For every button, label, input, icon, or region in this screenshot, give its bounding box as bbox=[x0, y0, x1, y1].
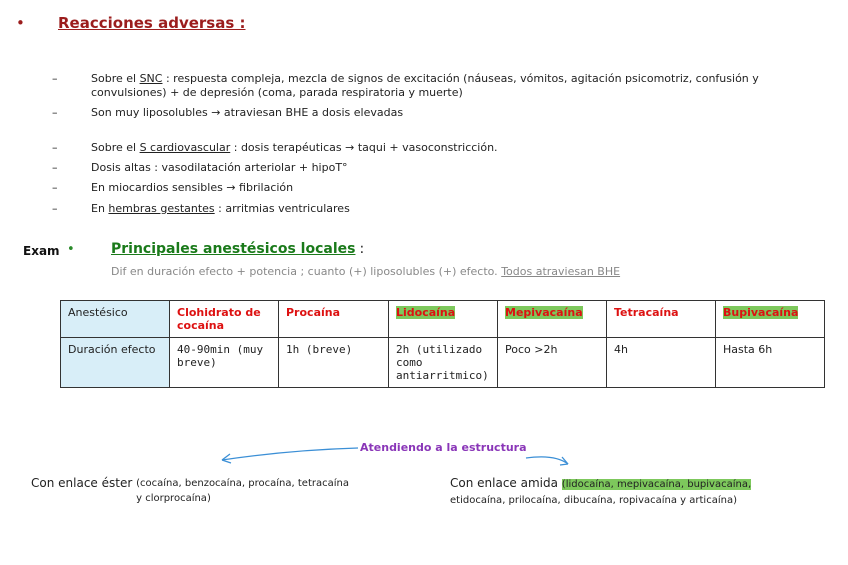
table-cell: Mepivacaína bbox=[498, 301, 607, 338]
arrow-left-icon bbox=[222, 448, 358, 460]
anesthetics-table bbox=[60, 300, 825, 388]
table-row bbox=[61, 301, 825, 338]
table-cell: 1h (breve) bbox=[279, 338, 389, 388]
table-cell: 2h (utilizado como antiarritmico) bbox=[389, 338, 498, 388]
table-cell: Tetracaína bbox=[607, 301, 716, 338]
table-row bbox=[61, 338, 825, 388]
table-cell: Hasta 6h bbox=[716, 338, 825, 388]
table-cell: Duración efecto bbox=[61, 338, 170, 388]
section-subtitle: Dif en duración efecto + potencia ; cuanto (+) liposolubles (+) efecto. Todos atraviesan BHE bbox=[111, 265, 621, 278]
exam-label: Exam bbox=[23, 244, 60, 258]
table-cell: Lidocaína bbox=[389, 301, 498, 338]
amida-title: Con enlace amida bbox=[450, 476, 558, 490]
table-cell: 40-90min (muy breve) bbox=[170, 338, 279, 388]
section-title-adverse-reactions: Reacciones adversas : bbox=[58, 14, 246, 32]
table-cell: 4h bbox=[607, 338, 716, 388]
arrow-right-icon bbox=[526, 457, 568, 464]
table-cell: Bupivacaína bbox=[716, 301, 825, 338]
section-title-local-anesthetics: Principales anestésicos locales : bbox=[111, 241, 365, 257]
amida-highlight: (lidocaína, mepivacaína, bupivacaína, bbox=[561, 479, 752, 490]
table-cell: Procaína bbox=[279, 301, 389, 338]
table-cell: Clohidrato de cocaína bbox=[170, 301, 279, 338]
title-bullet: • bbox=[16, 14, 25, 32]
ester-block bbox=[31, 476, 356, 506]
ester-detail: (cocaína, benzocaína, procaína, tetracaína y clorprocaína) bbox=[136, 478, 349, 504]
structure-label: Atendiendo a la estructura bbox=[360, 441, 527, 454]
section2-bullet: • bbox=[67, 242, 75, 257]
table-cell: Poco >2h bbox=[498, 338, 607, 388]
amida-rest: etidocaína, prilocaína, dibucaína, ropivacaína y articaína) bbox=[450, 495, 737, 506]
amida-block bbox=[450, 476, 780, 508]
table-cell: Anestésico bbox=[61, 301, 170, 338]
ester-title: Con enlace éster bbox=[31, 476, 133, 490]
